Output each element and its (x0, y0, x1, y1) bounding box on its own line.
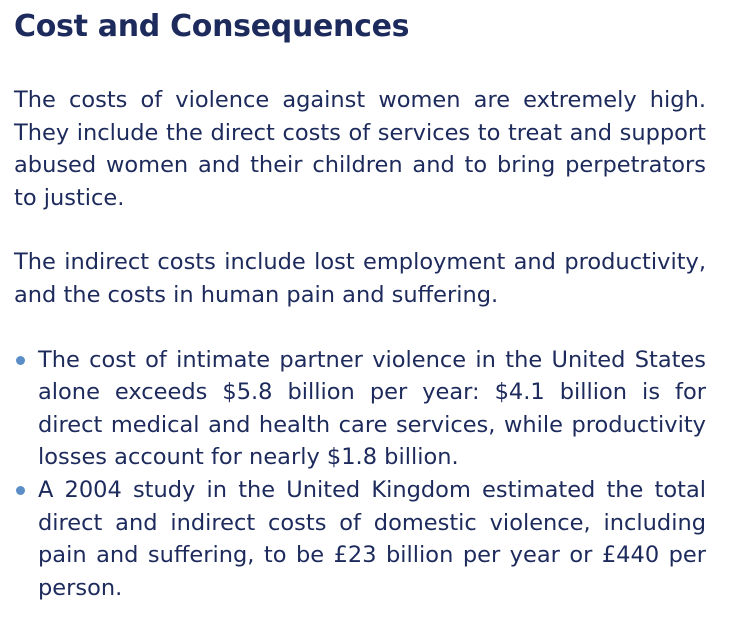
bullet-text-us-cost: The cost of intimate partner violence in the United States alone exceeds $5.8 billion per year: $4.1 billion is for direct medical and health care services, while productivity losses account for nearly $1.8 billion. (38, 346, 706, 471)
bullet-list (14, 344, 706, 605)
section-title: Cost and Consequences (14, 9, 410, 44)
indirect-costs-paragraph: The indirect costs include lost employment and productivity, and the costs in human pain and suffering. (14, 249, 706, 308)
bullet-icon (16, 356, 25, 365)
bullet-icon (16, 486, 25, 495)
intro-paragraph: The costs of violence against women are extremely high. They include the direct costs of services to treat and support abused women and their children and to bring perpetrators to justice. (14, 87, 706, 211)
document-page (14, 6, 706, 604)
bullet-text-uk-study: A 2004 study in the United Kingdom estimated the total direct and indirect costs of domestic violence, including pain and suffering, to be £23 billion per year or £440 per person. (38, 476, 706, 601)
list-item (14, 344, 706, 474)
list-item (14, 474, 706, 604)
